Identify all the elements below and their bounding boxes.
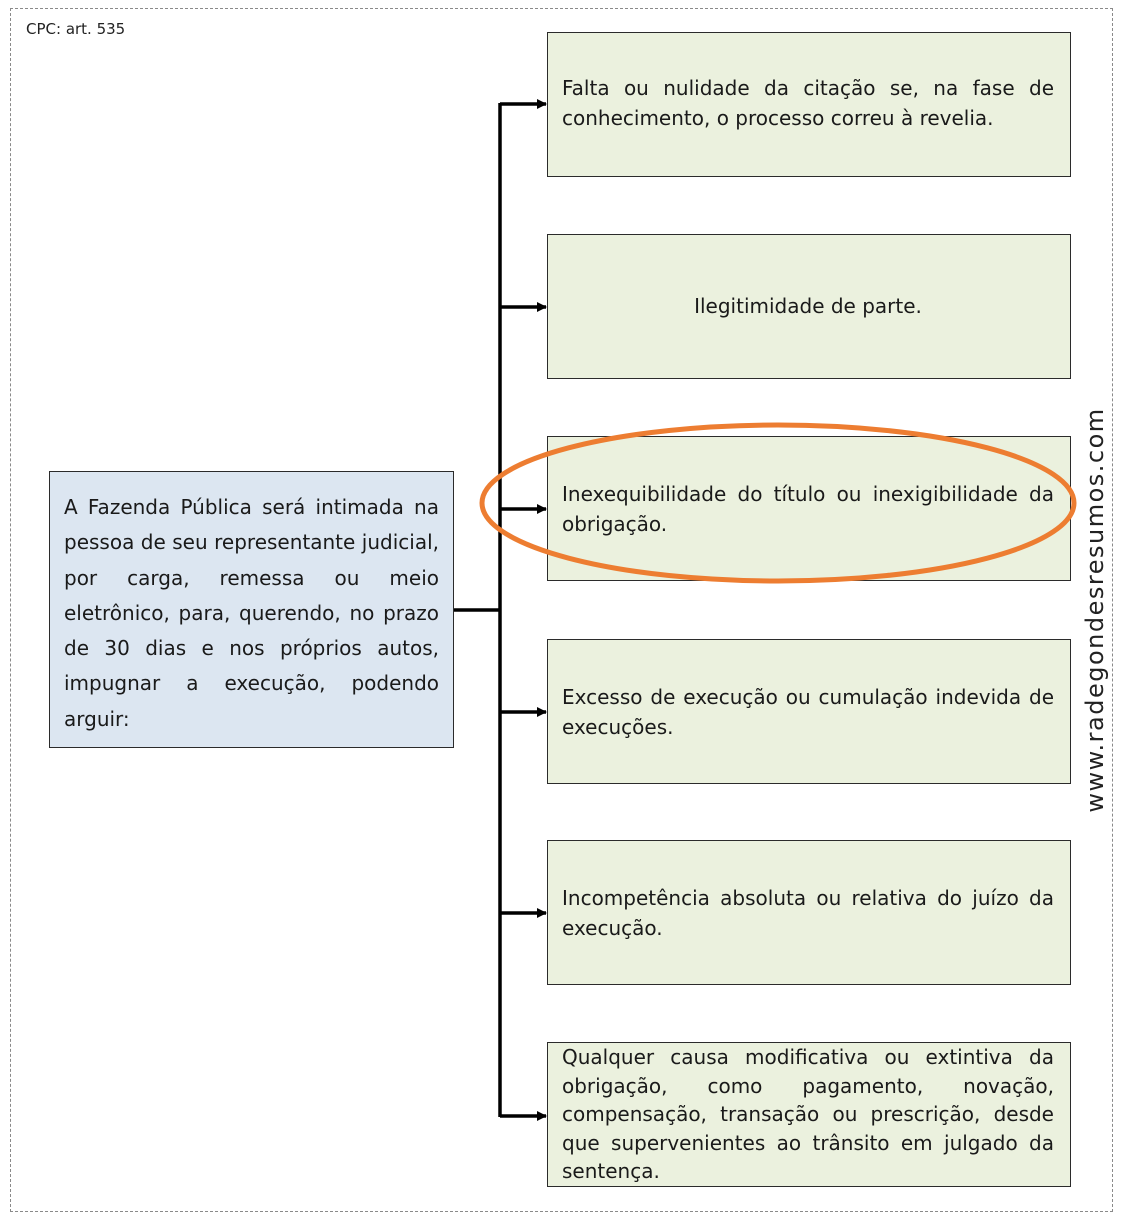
defense-item-text: Falta ou nulidade da citação se, na fase de conhecimento, o processo correu à revelia. [562, 76, 1054, 130]
defense-item-text: Inexequibilidade do título ou inexigibilidade da obrigação. [562, 482, 1054, 536]
defense-item-text: Excesso de execução ou cumulação indevida de execuções. [562, 685, 1054, 739]
defense-item-text: Incompetência absoluta ou relativa do juízo da execução. [562, 886, 1054, 940]
defense-item-4 [547, 639, 1071, 784]
article-reference: CPC: art. 535 [26, 20, 126, 38]
defense-item-6 [547, 1042, 1071, 1187]
defense-item-5 [547, 840, 1071, 985]
source-statement-text: A Fazenda Pública será intimada na pessoa de seu representante judicial, por carga, remessa ou meio eletrônico, para, querendo, no prazo de 30 dias e nos próprios autos, impugnar a execução, podendo arguir: [64, 495, 439, 731]
defense-item-2 [547, 234, 1071, 379]
defense-item-text: Ilegitimidade de parte. [694, 294, 922, 318]
defense-item-1 [547, 32, 1071, 177]
defense-item-text: Qualquer causa modificativa ou extintiva da obrigação, como pagamento, novação, compensação, transação ou prescrição, desde que supervenientes ao trânsito em julgado da sentença. [562, 1045, 1054, 1183]
source-statement-box [49, 471, 454, 748]
defense-item-3 [547, 436, 1071, 581]
site-watermark: www.radegondesresumos.com [1081, 407, 1109, 813]
